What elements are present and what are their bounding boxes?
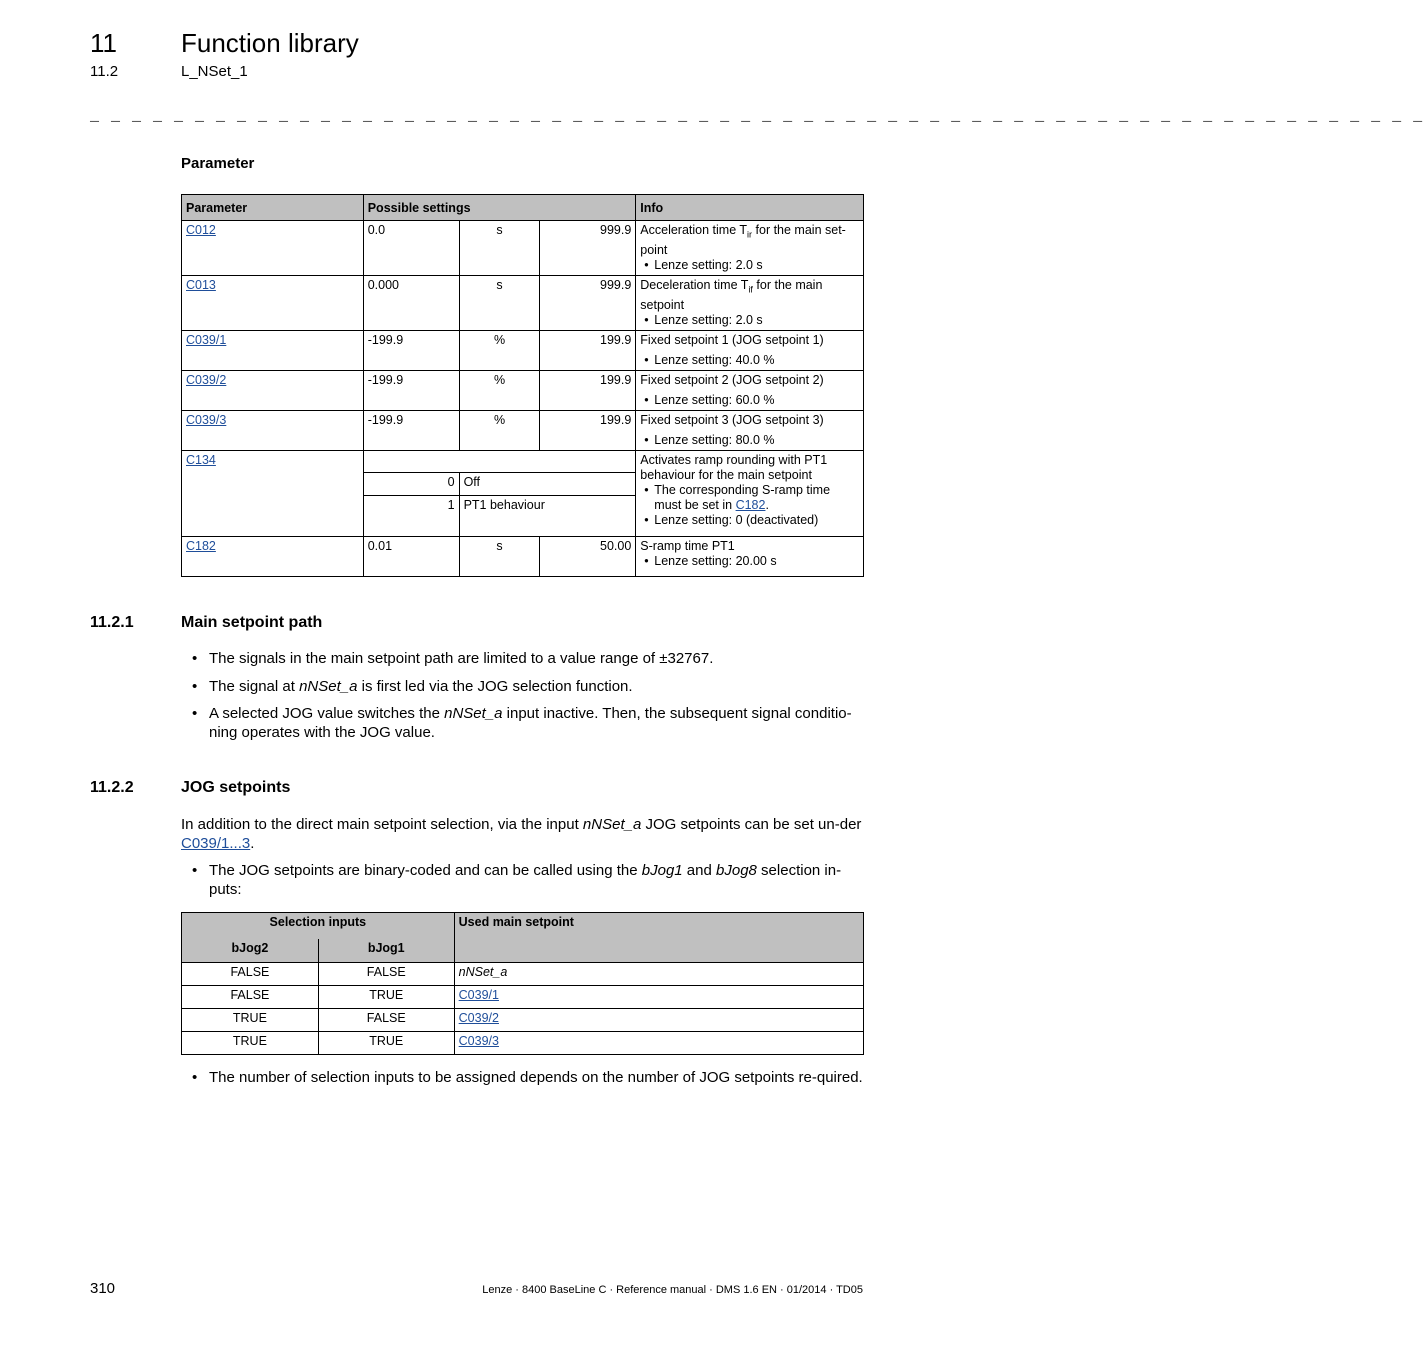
section-2-intro: In addition to the direct main setpoint selection, via the input nNSet_a JOG setpoints can be set un-der C039/1...3. xyxy=(181,816,862,852)
page-number: 310 xyxy=(90,1280,116,1297)
info-text: S-ramp time PT1 xyxy=(640,539,735,553)
param-link[interactable]: C134 xyxy=(186,453,216,467)
section-1-title: Main setpoint path xyxy=(181,614,323,631)
param-unit: s xyxy=(459,276,540,331)
jog-row xyxy=(182,1032,864,1055)
param-link[interactable]: C039/1 xyxy=(186,333,227,347)
info-bullet: • Lenze setting: 60.0 % xyxy=(654,393,859,408)
param-min: -199.9 xyxy=(363,411,459,451)
param-info-c134 xyxy=(636,451,864,537)
section-number: 11.2 xyxy=(90,63,119,80)
section-title: L_NSet_1 xyxy=(181,63,248,80)
bjog2-value: TRUE xyxy=(182,1032,319,1055)
header-bjog2: bJog2 xyxy=(182,939,319,963)
option-value: 1 xyxy=(363,496,459,537)
chapter-title: Function library xyxy=(181,28,359,58)
parameter-heading: Parameter xyxy=(181,155,255,172)
param-row xyxy=(182,331,864,371)
param-max: 50.00 xyxy=(540,537,636,577)
param-max: 199.9 xyxy=(540,371,636,411)
info-bullet: • Lenze setting: 2.0 s xyxy=(654,258,859,273)
param-unit: s xyxy=(459,537,540,577)
param-min: 0.01 xyxy=(363,537,459,577)
parameter-table xyxy=(181,194,864,577)
param-unit: % xyxy=(459,371,540,411)
info-bullet: • Lenze setting: 20.00 s xyxy=(654,554,859,569)
param-info: Deceleration time $T_{if}$ for the main setpoint • Lenze setting: 2.0 s xyxy=(636,276,864,331)
option-label: Off xyxy=(459,473,636,496)
param-code[interactable] xyxy=(182,221,364,276)
used-setpoint-link[interactable]: C039/3 xyxy=(458,1034,499,1048)
used-setpoint-cell xyxy=(454,963,863,986)
bjog1-value: FALSE xyxy=(318,963,454,986)
param-row xyxy=(182,371,864,411)
param-unit: % xyxy=(459,411,540,451)
used-setpoint-link[interactable]: C039/2 xyxy=(458,1011,499,1025)
param-max: 199.9 xyxy=(540,331,636,371)
section-1-bullet: • The signal at nNSet_a is first led via the JOG selection function. xyxy=(192,678,633,695)
jog-table xyxy=(181,912,864,1055)
info-bullet: • Lenze setting: 2.0 s xyxy=(654,313,859,328)
param-code-c182[interactable] xyxy=(182,537,364,577)
header-selection-inputs: Selection inputs xyxy=(182,913,455,939)
c182-link[interactable]: C182 xyxy=(735,498,766,512)
param-code-c134[interactable] xyxy=(182,451,364,537)
param-code[interactable] xyxy=(182,331,364,371)
bjog2-value: TRUE xyxy=(182,1009,319,1032)
jog-row xyxy=(182,986,864,1009)
param-link[interactable]: C013 xyxy=(186,278,216,292)
jog-row xyxy=(182,1009,864,1032)
param-unit: % xyxy=(459,331,540,371)
header-info: Info xyxy=(636,195,864,221)
bjog2-value: FALSE xyxy=(182,986,319,1009)
header-possible-settings: Possible settings xyxy=(363,195,636,221)
param-min: 0.0 xyxy=(363,221,459,276)
header-parameter: Parameter xyxy=(182,195,364,221)
bjog2-value: FALSE xyxy=(182,963,319,986)
bjog1-value: TRUE xyxy=(318,1032,454,1055)
param-info: Fixed setpoint 2 (JOG setpoint 2) • Lenze setting: 60.0 % xyxy=(636,371,864,411)
info-text: Activates ramp rounding with PT1 behaviour for the main setpoint xyxy=(640,453,828,482)
param-link[interactable]: C039/2 xyxy=(186,373,227,387)
param-row xyxy=(182,276,864,331)
section-1-bullet: • A selected JOG value switches the nNSet_a input inactive. Then, the subsequent signal conditio-ning operates with the JOG value. xyxy=(192,705,852,741)
section-2-bullet: • The JOG setpoints are binary-coded and can be called using the bJog1 and bJog8 selection in-puts: xyxy=(192,862,842,898)
header-bjog1: bJog1 xyxy=(318,939,454,963)
param-max: 199.9 xyxy=(540,411,636,451)
param-info: Fixed setpoint 3 (JOG setpoint 3) • Lenze setting: 80.0 % xyxy=(636,411,864,451)
section-1-bullet: • The signals in the main setpoint path are limited to a value range of ±32767. xyxy=(192,650,714,667)
param-link[interactable]: C012 xyxy=(186,223,216,237)
chapter-number: 11 xyxy=(90,28,117,58)
param-row xyxy=(182,221,864,276)
param-min: -199.9 xyxy=(363,331,459,371)
bjog1-value: FALSE xyxy=(318,1009,454,1032)
bjog1-value: TRUE xyxy=(318,986,454,1009)
info-bullet: • Lenze setting: 0 (deactivated) xyxy=(654,513,859,528)
param-min: -199.9 xyxy=(363,371,459,411)
param-unit: s xyxy=(459,221,540,276)
info-bullet: • The corresponding S-ramp time must be set in C182. xyxy=(654,483,859,513)
footer-doc-info: Lenze · 8400 BaseLine C · Reference manual · DMS 1.6 EN · 01/2014 · TD05 xyxy=(482,1284,863,1296)
used-setpoint-cell xyxy=(454,1032,863,1055)
section-2-number: 11.2.2 xyxy=(90,779,134,796)
final-bullet: • The number of selection inputs to be assigned depends on the number of JOG setpoints re-quired. xyxy=(192,1069,863,1086)
param-code[interactable] xyxy=(182,411,364,451)
param-link[interactable]: C182 xyxy=(186,539,216,553)
jog-row xyxy=(182,963,864,986)
section-2-title: JOG setpoints xyxy=(181,779,291,796)
param-info: Acceleration time $T_{ir}$ for the main set-point • Lenze setting: 2.0 s xyxy=(636,221,864,276)
used-setpoint-cell xyxy=(454,1009,863,1032)
option-value: 0 xyxy=(363,473,459,496)
param-max: 999.9 xyxy=(540,276,636,331)
info-bullet: • Lenze setting: 80.0 % xyxy=(654,433,859,448)
param-info: Fixed setpoint 1 (JOG setpoint 1) • Lenze setting: 40.0 % xyxy=(636,331,864,371)
param-row xyxy=(182,411,864,451)
header-separator: _ _ _ _ _ _ _ _ _ _ _ _ _ _ _ _ _ _ _ _ _ _ _ _ _ _ _ _ _ _ _ _ _ _ _ _ _ _ _ _ _ _ _ _ _ _ _ _ _ _ _ _ _ _ _ _ _ _ _ _ _ _ _ _ xyxy=(90,108,1424,125)
section-1-number: 11.2.1 xyxy=(90,614,134,631)
c039-range-link[interactable]: C039/1...3 xyxy=(181,835,251,852)
c134-empty-cell xyxy=(363,451,636,473)
option-label: PT1 behaviour xyxy=(459,496,636,537)
param-code[interactable] xyxy=(182,371,364,411)
used-setpoint-text: nNSet_a xyxy=(458,965,508,979)
used-setpoint-link[interactable]: C039/1 xyxy=(458,988,499,1002)
param-min: 0.000 xyxy=(363,276,459,331)
info-bullet: • Lenze setting: 40.0 % xyxy=(654,353,859,368)
param-info-c182 xyxy=(636,537,864,577)
param-code[interactable] xyxy=(182,276,364,331)
param-link[interactable]: C039/3 xyxy=(186,413,227,427)
param-max: 999.9 xyxy=(540,221,636,276)
header-used-setpoint: Used main setpoint xyxy=(454,913,863,963)
used-setpoint-cell xyxy=(454,986,863,1009)
